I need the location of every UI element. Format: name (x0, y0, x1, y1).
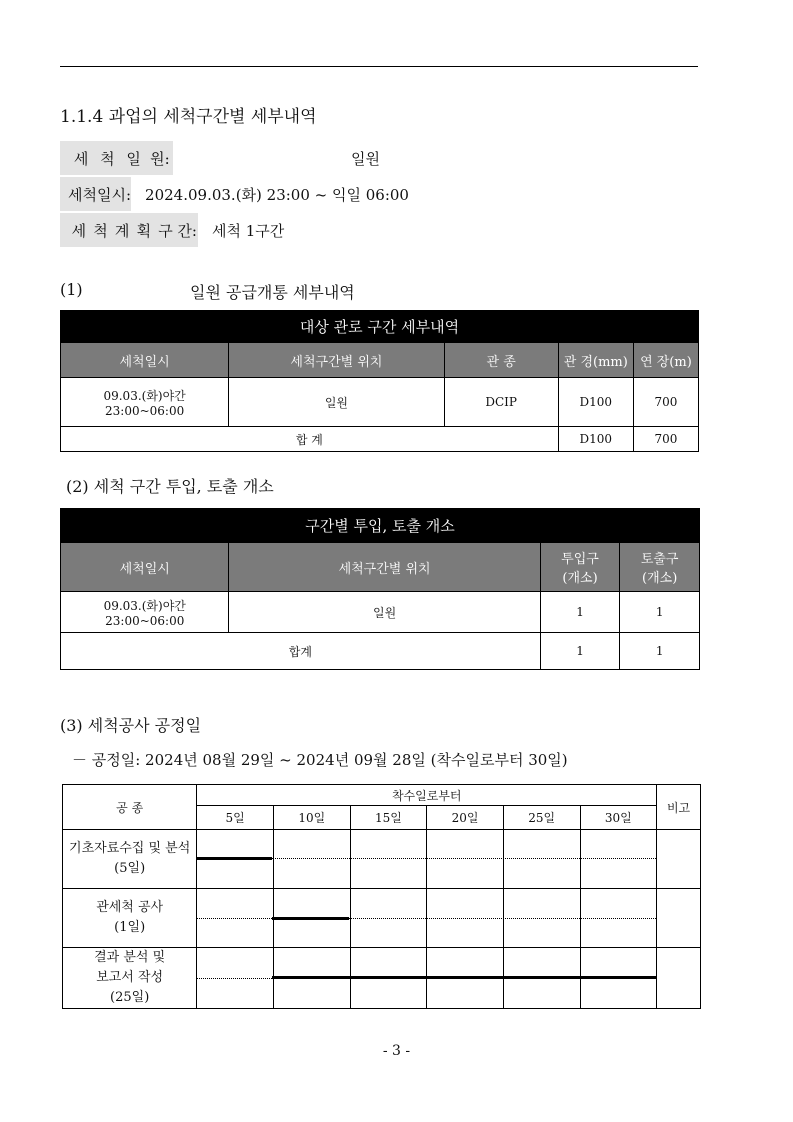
day-header: 25일 (503, 806, 580, 830)
task-row (63, 830, 701, 889)
col-datetime: 세척일시 (61, 543, 229, 592)
inlet-outlet-table (60, 508, 700, 670)
total-diameter: D100 (558, 427, 633, 452)
gantt-bar-data-collection (196, 857, 272, 860)
table1-title: 대상 관로 구간 세부내역 (61, 311, 699, 343)
row-datetime: 09.03.(화)야간 23:00~06:00 (61, 378, 229, 427)
total-row (61, 427, 699, 452)
day-header: 10일 (273, 806, 350, 830)
col-inlet: 투입구 (개소) (540, 543, 620, 592)
col-location: 세척구간별 위치 (229, 343, 444, 378)
info-label-area: 세 척 일 원: (60, 141, 173, 175)
info-value-section: 세척 1구간 (212, 221, 285, 240)
info-row-time (60, 176, 409, 212)
table-row (61, 378, 699, 427)
col-note: 비고 (657, 785, 701, 830)
pipe-detail-table (60, 310, 699, 452)
day-header: 15일 (350, 806, 427, 830)
table2-title: 구간별 투입, 토출 개소 (61, 509, 700, 543)
col-length: 연 장(m) (633, 343, 698, 378)
gantt-bar-analysis-report (272, 976, 656, 979)
total-row (61, 633, 700, 670)
info-label-time: 세 척 일 시: (60, 177, 131, 211)
col-diameter: 관 경(mm) (558, 343, 633, 378)
header-rule (60, 66, 698, 67)
task-name: 기초자료수집 및 분석 (5일) (63, 830, 197, 889)
part1-number: (1) (60, 280, 83, 299)
schedule-period: － 공정일: 2024년 08월 29일 ~ 2024년 09월 28일 (착수일로부터 30일) (72, 751, 568, 769)
col-work: 공 종 (63, 785, 197, 830)
col-pipe-type: 관 종 (444, 343, 558, 378)
row-location: 일원 (229, 378, 444, 427)
gantt-bar-pipe-cleaning (272, 917, 349, 920)
day-header: 30일 (580, 806, 657, 830)
total-label: 합 계 (61, 427, 559, 452)
row-outlet: 1 (620, 592, 700, 633)
section-title: 1.1.4 과업의 세척구간별 세부내역 (60, 107, 317, 127)
info-value-area: 일원 (351, 149, 380, 168)
info-row-section (60, 212, 380, 248)
day-header: 5일 (197, 806, 274, 830)
task-name: 관세척 공사 (1일) (63, 889, 197, 948)
part3-title: (3) 세척공사 공정일 (60, 716, 202, 735)
total-label: 합계 (61, 633, 541, 670)
row-datetime: 09.03.(화)야간 23:00~06:00 (61, 592, 229, 633)
work-info (60, 140, 409, 248)
task-name: 결과 분석 및 보고서 작성 (25일) (63, 948, 197, 1009)
row-pipe: DCIP (444, 378, 558, 427)
dotted-guide (272, 858, 656, 859)
row-diameter: D100 (558, 378, 633, 427)
part2-title: (2) 세척 구간 투입, 토출 개소 (66, 477, 274, 496)
info-row-area (60, 140, 380, 176)
day-header: 20일 (427, 806, 504, 830)
total-length: 700 (633, 427, 698, 452)
page-number: - 3 - (382, 1043, 411, 1059)
col-datetime: 세척일시 (61, 343, 229, 378)
row-inlet: 1 (540, 592, 620, 633)
info-value-time: 2024.09.03.(화) 23:00 ~ 익일 06:00 (145, 185, 409, 204)
table-row (61, 592, 700, 633)
col-location: 세척구간별 위치 (229, 543, 540, 592)
dotted-guide (196, 918, 656, 919)
info-label-section: 세 척 계 획 구 간: (60, 213, 198, 247)
part1-title: 일원 공급개통 세부내역 (190, 283, 355, 302)
row-location: 일원 (229, 592, 540, 633)
col-from-start: 착수일로부터 (197, 785, 657, 806)
col-outlet: 토출구 (개소) (620, 543, 700, 592)
dotted-guide (196, 978, 272, 979)
total-outlet: 1 (620, 633, 700, 670)
total-inlet: 1 (540, 633, 620, 670)
row-length: 700 (633, 378, 698, 427)
